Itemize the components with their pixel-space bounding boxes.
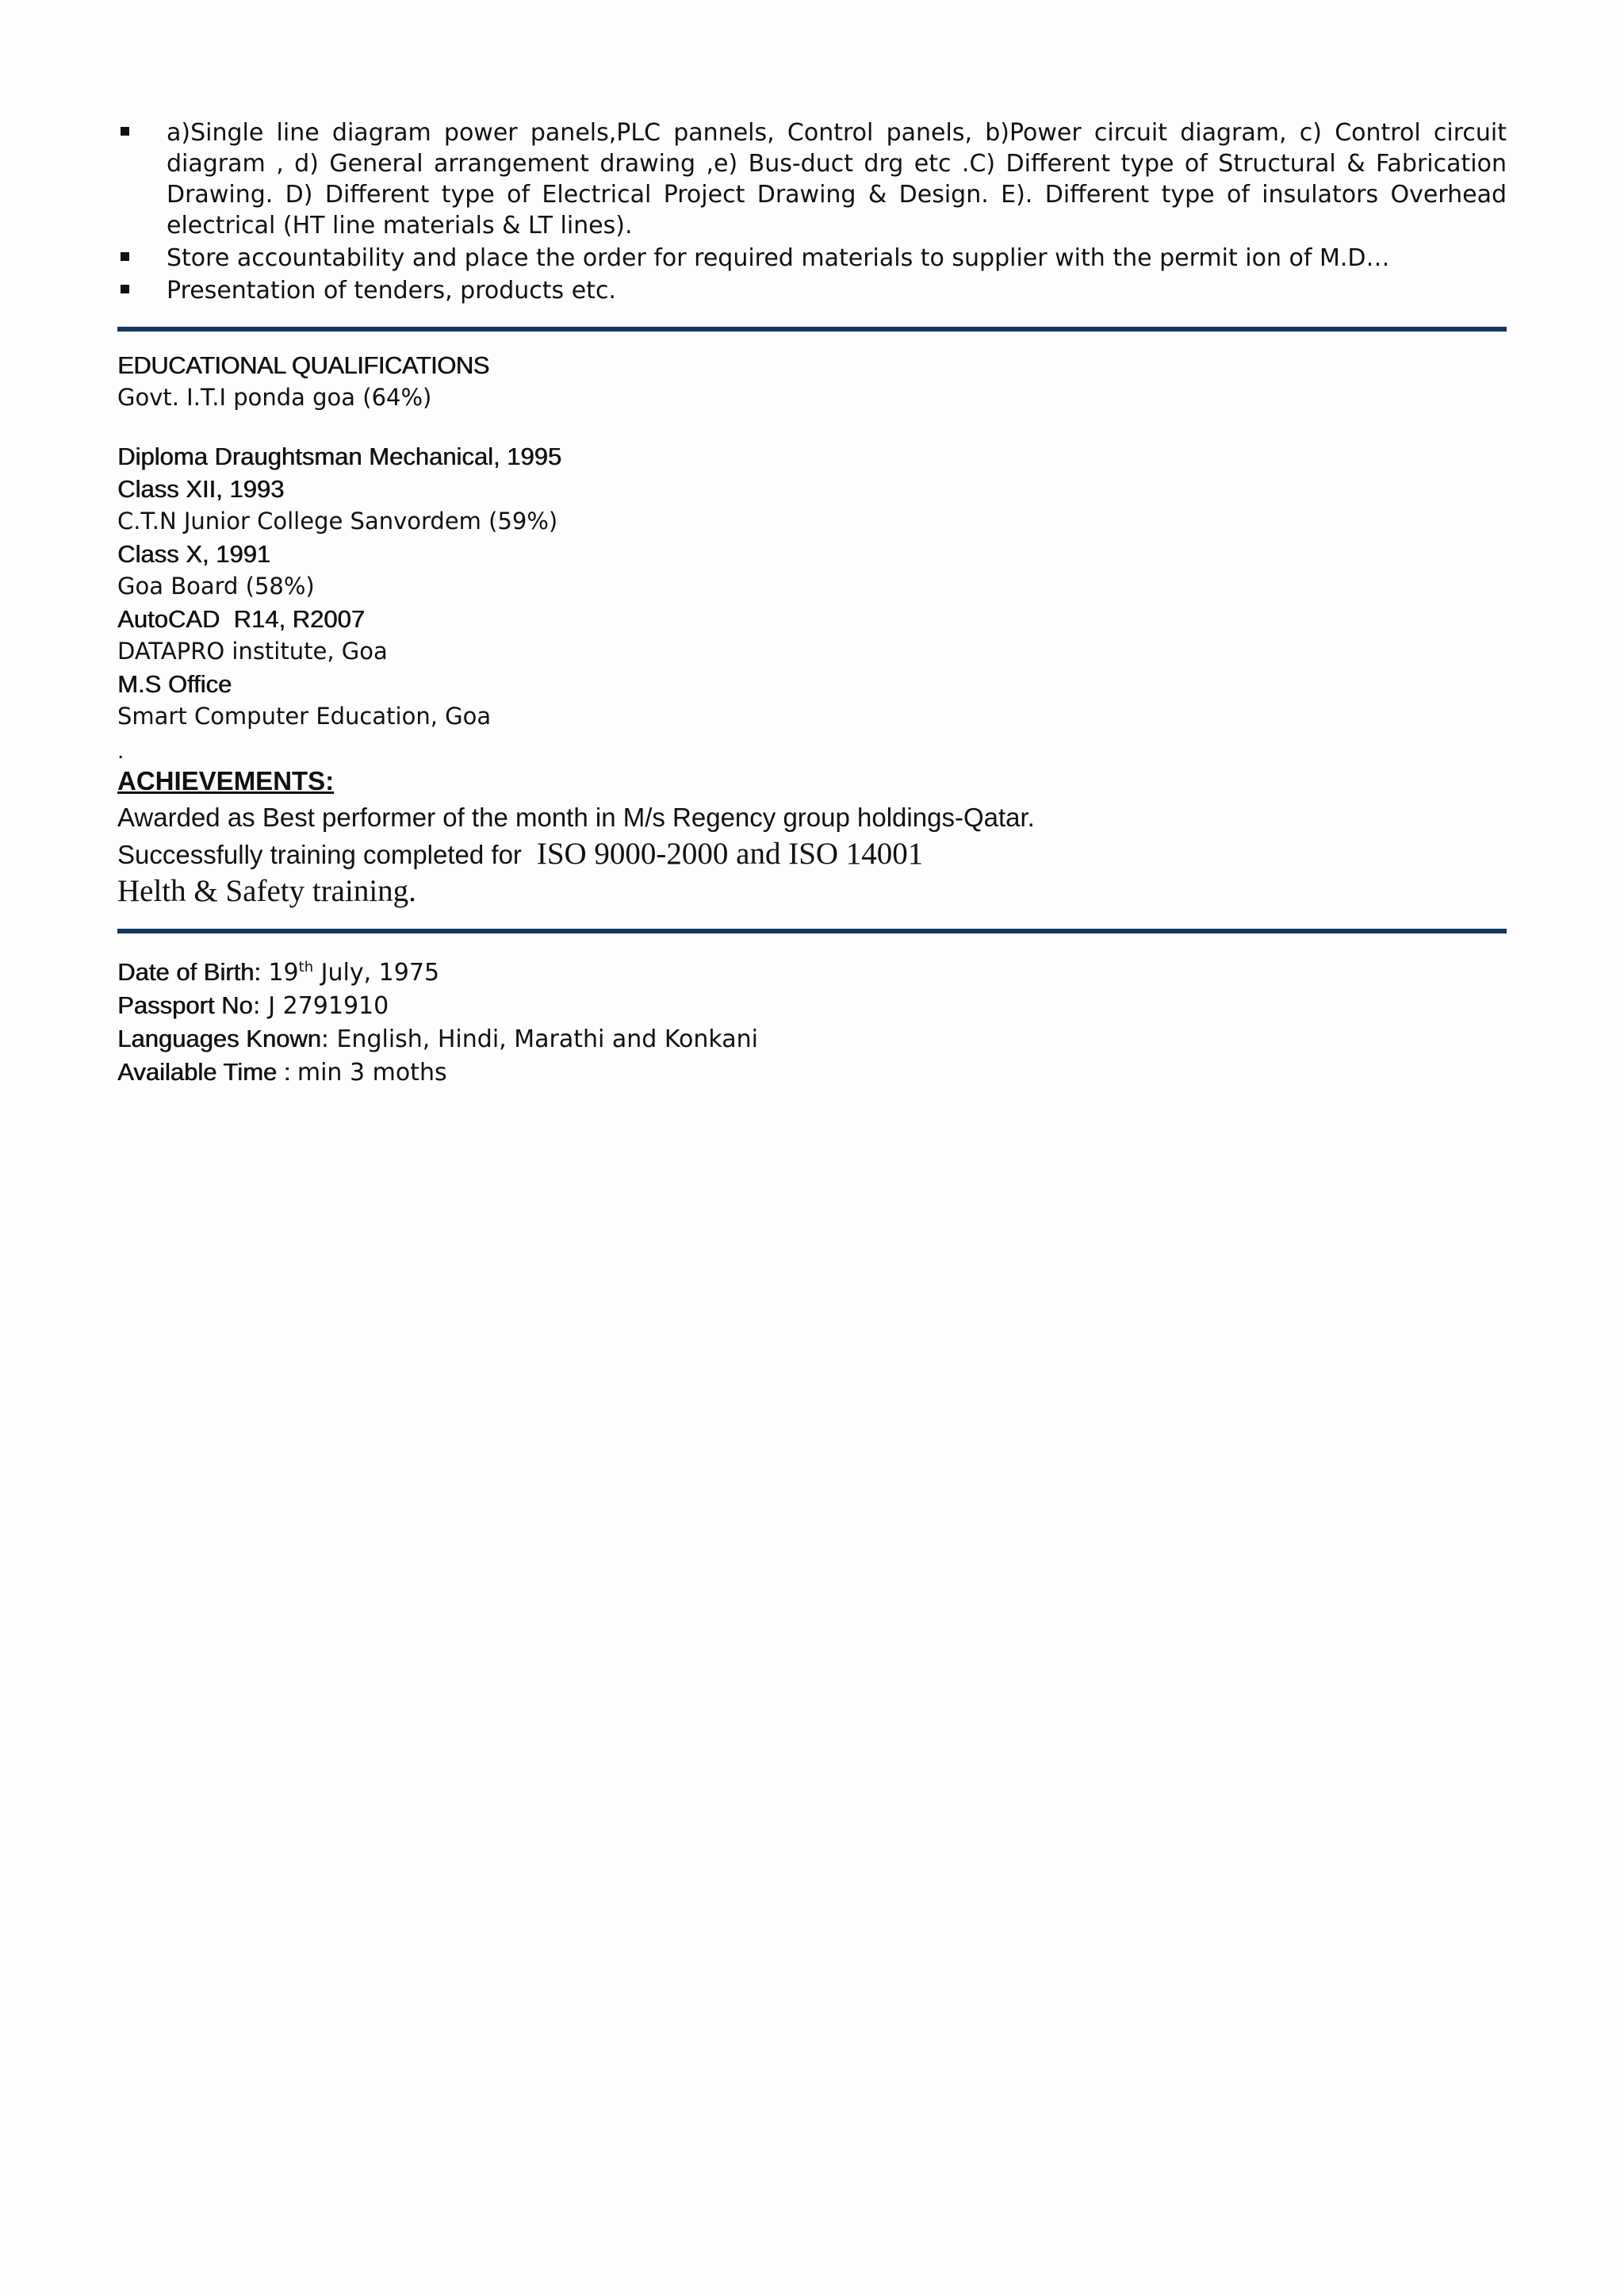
qualification-title: Class X, 1991: [117, 540, 270, 568]
dob-label: Date of Birth:: [117, 958, 261, 986]
bullet-text: a)Single line diagram power panels,PLC pannels, Control panels, b)Power circuit diagram, c) Control circuit diagram , d) General arrangement drawing ,e) Bus-duct drg etc .C) Different type of Structural & Fabrication Drawing. D) Different type of Electrical Project Drawing & Design. E). Different type of insulators Overhead electrical (HT line materials & LT lines).: [167, 119, 1507, 240]
section-heading: EDUCATIONAL QUALIFICATIONS: [117, 351, 489, 379]
qualification-detail: DATAPRO institute, Goa: [117, 638, 388, 665]
qualification-detail: Goa Board (58%): [117, 573, 315, 600]
square-bullet-icon: [121, 127, 129, 136]
languages-label: Languages Known: [117, 1025, 321, 1052]
list-item: [117, 275, 1507, 306]
trailing-dot: .: [117, 738, 124, 764]
section-divider: [117, 929, 1507, 933]
bullet-text: Store accountability and place the order for required materials to supplier with the permit ion of M.D…: [167, 244, 1390, 272]
square-bullet-icon: [121, 252, 129, 261]
qualification-title: M.S Office: [117, 670, 232, 698]
education-section: [117, 349, 561, 733]
list-item: [117, 117, 1507, 241]
achievement-line: Awarded as Best performer of the month in M/s Regency group holdings-Qatar.: [117, 803, 1035, 832]
achievement-line: Helth & Safety training.: [117, 874, 416, 908]
qualification-title: Class XII, 1993: [117, 475, 285, 503]
achievement-line: Successfully training completed for ISO 9000-2000 and ISO 14001: [117, 837, 924, 871]
section-divider: [117, 327, 1507, 332]
available-time-label: Available Time :: [117, 1058, 297, 1086]
passport-row: Passport No: J 2791910: [117, 991, 389, 1020]
qualification-detail: C.T.N Junior College Sanvordem (59%): [117, 508, 558, 535]
responsibilities-list: [117, 117, 1507, 308]
bullet-text: Presentation of tenders, products etc.: [167, 277, 616, 305]
qualification-title: AutoCAD R14, R2007: [117, 605, 365, 633]
iti-entry: Govt. I.T.I ponda goa (64%): [117, 384, 432, 411]
qualification-title: Diploma Draughtsman Mechanical, 1995: [117, 443, 562, 470]
square-bullet-icon: [121, 285, 129, 293]
achievements-section: [117, 763, 1035, 910]
passport-label: Passport No: [117, 991, 253, 1019]
available-time-row: Available Time : min 3 moths: [117, 1058, 447, 1087]
dob-row: Date of Birth: 19th July, 1975: [117, 958, 440, 987]
qualification-detail: Smart Computer Education, Goa: [117, 703, 492, 730]
personal-details: [117, 951, 758, 1089]
section-heading: ACHIEVEMENTS:: [117, 766, 335, 795]
list-item: [117, 243, 1507, 274]
languages-row: Languages Known: English, Hindi, Marathi and Konkani: [117, 1025, 758, 1053]
